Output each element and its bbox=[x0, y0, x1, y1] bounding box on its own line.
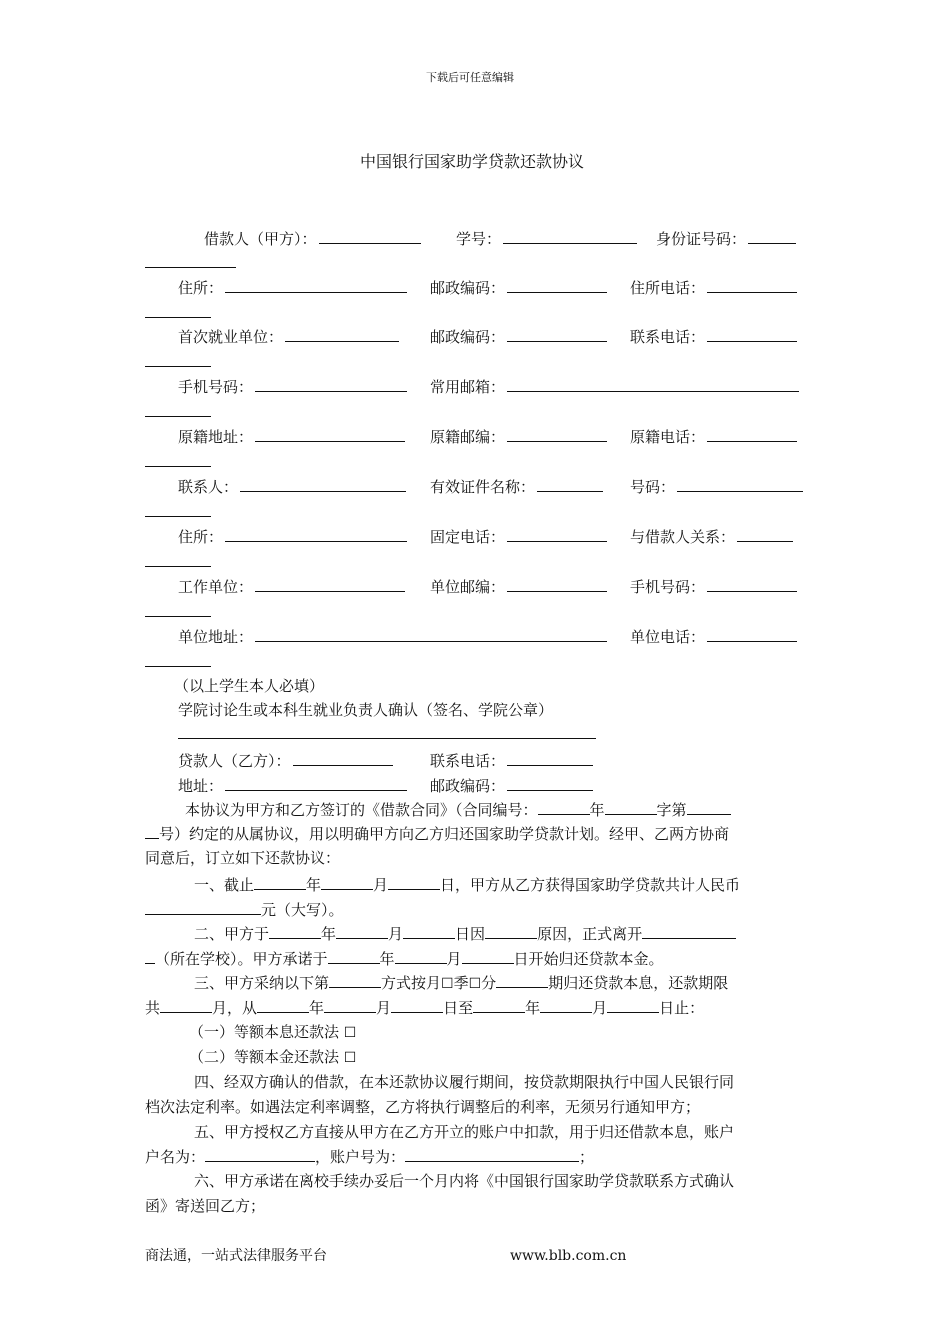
clause-2-line-2: （所在学校）。甲方承诺于 年 月 日开始归还贷款本金。 bbox=[145, 948, 664, 969]
mobile-label: 手机号码： bbox=[178, 376, 407, 397]
checkbox-option-2-icon[interactable]: ☐ bbox=[343, 1050, 357, 1066]
college-confirm-label: 学院讨论生或本科生就业负责人确认（签名、学院公章） bbox=[178, 701, 554, 719]
borrower-label: 借款人（甲方）： bbox=[204, 228, 421, 249]
continuation-line bbox=[145, 416, 211, 417]
clause-3-line-2: 共 月，从 年 月 日至 年 月 日止： bbox=[145, 999, 705, 1017]
contact-person-label: 联系人： bbox=[178, 476, 406, 497]
residence-label: 住所： bbox=[178, 277, 407, 298]
contact-phone-label: 联系电话： bbox=[630, 326, 797, 347]
intro-line-3: 同意后，订立如下还款协议： bbox=[145, 849, 341, 867]
continuation-line bbox=[145, 666, 211, 667]
footer-url[interactable]: www.blb.com.cn bbox=[510, 1248, 627, 1264]
hometown-address-label: 原籍地址： bbox=[178, 426, 405, 447]
document-number-label: 号码： bbox=[630, 476, 803, 497]
continuation-line bbox=[145, 267, 236, 268]
student-id-label: 学号： bbox=[456, 228, 637, 249]
id-document-name-label: 有效证件名称： bbox=[430, 476, 603, 497]
unit-mobile-label: 手机号码： bbox=[630, 576, 797, 597]
lender-phone-label: 联系电话： bbox=[430, 750, 593, 771]
intro-line-1: 本协议为甲方和乙方签订的《借款合同》（合同编号： 年 字第 bbox=[185, 799, 731, 820]
postcode-label: 邮政编码： bbox=[430, 277, 607, 298]
checkbox-monthly-icon[interactable]: ☐ bbox=[441, 976, 454, 992]
checkbox-quarterly-icon[interactable]: ☐ bbox=[468, 976, 482, 992]
hometown-phone-label: 原籍电话： bbox=[630, 426, 797, 447]
unit-address-label: 单位地址： bbox=[178, 626, 607, 647]
continuation-line bbox=[145, 366, 211, 367]
contact-residence-label: 住所： bbox=[178, 526, 407, 547]
page-header: 下载后可任意编辑 bbox=[426, 71, 514, 84]
option-equal-principal: （二）等额本金还款法 ☐ bbox=[189, 1048, 357, 1066]
checkbox-option-1-icon[interactable]: ☐ bbox=[343, 1025, 357, 1041]
continuation-line bbox=[145, 566, 211, 567]
lender-address-label: 地址： bbox=[178, 775, 407, 796]
unit-phone-label: 单位电话： bbox=[630, 626, 797, 647]
document-title: 中国银行国家助学贷款还款协议 bbox=[360, 152, 585, 171]
clause-6-line-2: 函》寄送回乙方； bbox=[145, 1197, 266, 1215]
self-fill-note: （以上学生本人必填） bbox=[174, 677, 325, 695]
landline-label: 固定电话： bbox=[430, 526, 607, 547]
relationship-label: 与借款人关系： bbox=[630, 526, 793, 547]
clause-2-line-1: 二、甲方于 年 月 日因 原因，正式离开 bbox=[194, 923, 736, 944]
hometown-postcode-label: 原籍邮编： bbox=[430, 426, 607, 447]
clause-5-line-1: 五、甲方授权乙方直接从甲方在乙方开立的账户中扣款，用于归还借款本息，账户 bbox=[194, 1123, 735, 1141]
lender-label: 贷款人（乙方）： bbox=[178, 750, 393, 771]
clause-6-line-1: 六、甲方承诺在离校手续办妥后一个月内将《中国银行国家助学贷款联系方式确认 bbox=[194, 1172, 735, 1190]
continuation-line bbox=[145, 317, 211, 318]
id-number-label: 身份证号码： bbox=[656, 228, 796, 249]
work-unit-label: 工作单位： bbox=[178, 576, 405, 597]
clause-1-line-1: 一、截止 年 月 日，甲方从乙方获得国家助学贷款共计人民币 bbox=[194, 876, 741, 894]
intro-line-2: 号）约定的从属协议，用以明确甲方向乙方归还国家助学贷款计划。经甲、乙两方协商 bbox=[145, 823, 729, 844]
unit-postcode-label: 单位邮编： bbox=[430, 576, 607, 597]
clause-1-line-2: 元（大写）。 bbox=[145, 899, 344, 920]
email-label: 常用邮箱： bbox=[430, 376, 799, 397]
continuation-line bbox=[145, 516, 211, 517]
clause-5-line-2: 户名为： ，账户号为： ； bbox=[145, 1148, 595, 1166]
lender-postcode-label: 邮政编码： bbox=[430, 775, 593, 796]
first-employer-label: 首次就业单位： bbox=[178, 326, 399, 347]
footer-left: 商法通，一站式法律服务平台 bbox=[145, 1248, 327, 1264]
residence-phone-label: 住所电话： bbox=[630, 277, 797, 298]
employer-postcode-label: 邮政编码： bbox=[430, 326, 607, 347]
clause-3-line-1: 三、甲方采纳以下第 方式按月☐季☐分 期归还贷款本息，还款期限 bbox=[194, 974, 729, 992]
continuation-line bbox=[145, 466, 211, 467]
signature-line bbox=[178, 738, 596, 739]
clause-4-line-1: 四、经双方确认的借款，在本还款协议履行期间，按贷款期限执行中国人民银行同 bbox=[194, 1073, 735, 1091]
option-equal-installment: （一）等额本息还款法 ☐ bbox=[189, 1023, 357, 1041]
clause-4-line-2: 档次法定利率。如遇法定利率调整，乙方将执行调整后的利率，无须另行通知甲方； bbox=[145, 1098, 701, 1116]
continuation-line bbox=[145, 616, 211, 617]
